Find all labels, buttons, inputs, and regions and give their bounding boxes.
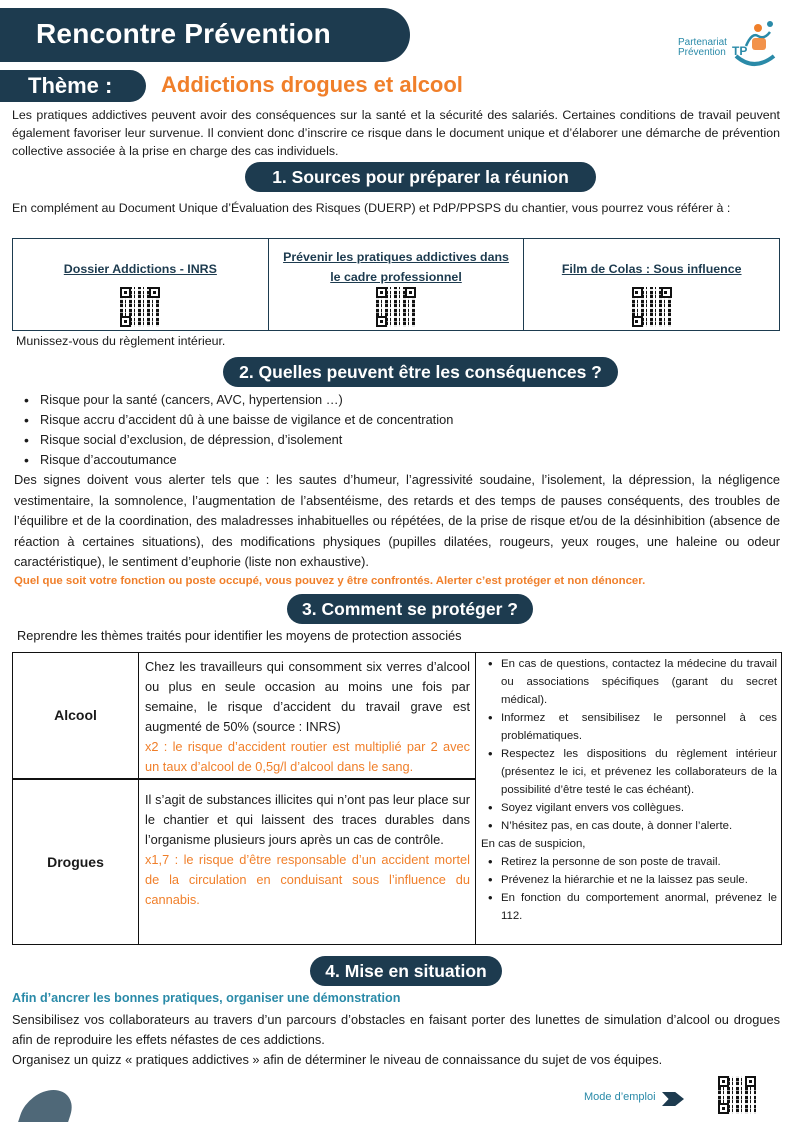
- section1-title: 1. Sources pour préparer la réunion: [245, 162, 596, 192]
- row-label-alcool: Alcool: [13, 653, 139, 778]
- section1-note: Munissez-vous du règlement intérieur.: [16, 334, 226, 348]
- intro-paragraph: Les pratiques addictives peuvent avoir des conséquences sur la santé et la sécurité des salariés. Certaines conditions de travail peuvent également favoriser leur survenue. Il convient donc d’inscrire ce risque dans le document unique et d’élaborer une démarche de prévention collective associée à la prise en charge des cas individuels.: [12, 108, 780, 158]
- demo-heading: Afin d’ancrer les bonnes pratiques, organiser une démonstration: [12, 991, 401, 1005]
- list-item: • Prévenez la hiérarchie et ne la laissez pas seule.: [481, 871, 777, 889]
- qr-code-icon[interactable]: [120, 287, 160, 327]
- row-label-drogues: Drogues: [13, 780, 139, 944]
- source-cell-inrs: [13, 239, 269, 330]
- section1-intro: En complément au Document Unique d’Évaluation des Risques (DUERP) et PdP/PPSPS du chantier, vous pourrez vous référer à :: [12, 201, 731, 215]
- advice-column: [477, 653, 781, 944]
- theme-label: Thème :: [28, 73, 113, 98]
- suspicion-list: [481, 853, 777, 925]
- source-cell-prevenir: [269, 239, 525, 330]
- section4-title: 4. Mise en situation: [310, 956, 502, 986]
- warning-signs-paragraph: Des signes doivent vous alerter tels que : les sautes d’humeur, l’agressivité soudaine, l’isolement, la dépression, la négligence vestimentaire, la somnolence, l’augmentation de l’absentéisme, des retards et des temps de pauses conséquents, des troubles de l’équilibre et de la coordination, des maladresses inhabituelles ou répétées, de la prise de risque et/ou de la désinhibition (absence de réaction à certaines situations), des modifications physiques (pupilles dilatées, rougeurs, yeux rouges, une haleine ou odeur caractéristique), le sentiment d’euphorie (liste non exhaustive).: [14, 472, 780, 569]
- demo-text-2: Organisez un quizz « pratiques addictives » afin de déterminer le niveau de connaissance du sujet de vos équipes.: [12, 1052, 663, 1067]
- row-desc-alcool: [140, 653, 476, 778]
- advice-list: [481, 655, 777, 835]
- partenariat-prevention-logo: [676, 16, 780, 74]
- list-item: • N’hésitez pas, en cas doute, à donner l’alerte.: [481, 817, 777, 835]
- alcool-highlight: x2 : le risque d’accident routier est multiplié par 2 avec un taux d’alcool de 0,5g/l d’alcool dans le sang.: [145, 739, 470, 774]
- sources-table: [12, 238, 780, 331]
- list-item: • Retirez la personne de son poste de travail.: [481, 853, 777, 871]
- footer-decoration: [16, 1090, 79, 1122]
- list-item: • Risque pour la santé (cancers, AVC, hypertension …): [22, 390, 453, 410]
- source-link-inrs[interactable]: Dossier Addictions - INRS: [63, 262, 217, 276]
- section2-title: 2. Quelles peuvent être les conséquences ?: [223, 357, 618, 387]
- title-banner: [0, 8, 410, 62]
- alert-note: Quel que soit votre fonction ou poste occupé, vous pouvez y être confrontés. Alerter c’est protéger et non dénoncer.: [14, 575, 646, 587]
- list-item: • Respectez les dispositions du règlement intérieur (présentez le ici, et prévenez les collaborateurs de la possibilité d’être testé le cas échéant).: [481, 745, 777, 799]
- theme-label-pill: [0, 70, 146, 102]
- section3-title: 3. Comment se protéger ?: [287, 594, 533, 624]
- drogues-text: Il s’agit de substances illicites qui n’ont pas leur place sur le chantier et qui laissent des traces durables dans l’organisme plusieurs jours après un cas de contrôle.: [145, 792, 470, 847]
- list-item: • Soyez vigilant envers vos collègues.: [481, 799, 777, 817]
- theme-title: Addictions drogues et alcool: [161, 72, 463, 97]
- mode-emploi-link[interactable]: Mode d’emploi: [584, 1091, 656, 1103]
- logo-line1: Partenariat: [678, 37, 727, 48]
- logo-line2: Prévention: [678, 47, 726, 58]
- logo-tp: TP: [732, 44, 748, 58]
- list-item: • Informez et sensibilisez le personnel à ces problématiques.: [481, 709, 777, 745]
- page-title: Rencontre Prévention: [36, 18, 331, 49]
- qr-code-icon[interactable]: [718, 1076, 756, 1114]
- protection-table: [12, 652, 782, 945]
- source-link-colas[interactable]: Film de Colas : Sous influence: [561, 262, 742, 276]
- qr-code-icon[interactable]: [376, 287, 416, 327]
- consequences-list: [22, 390, 453, 470]
- list-item: • Risque accru d’accident dû à une baisse de vigilance et de concentration: [22, 410, 453, 430]
- list-item: • En cas de questions, contactez la médecine du travail ou associations spécifiques (garant du secret médical).: [481, 655, 777, 709]
- source-cell-colas: [524, 239, 779, 330]
- suspicion-label: En cas de suspicion,: [481, 838, 586, 850]
- list-item: • En fonction du comportement anormal, prévenez le 112.: [481, 889, 777, 925]
- arrow-right-icon: [662, 1092, 684, 1106]
- source-link-prevenir[interactable]: Prévenir les pratiques addictives dans le cadre professionnel: [283, 250, 509, 284]
- list-item: • Risque social d’exclusion, de dépression, d’isolement: [22, 430, 453, 450]
- demo-text-1: Sensibilisez vos collaborateurs au travers d’un parcours d’obstacles en faisant porter des lunettes de simulation d’alcool ou drogues afin de reproduire les effets néfastes de ces addictions.: [12, 1012, 780, 1047]
- alcool-text: Chez les travailleurs qui consomment six verres d’alcool ou plus en seule occasion au moins une fois par semaine, le risque d’accident du travail grave est augmenté de 50% (source : INRS): [145, 659, 470, 734]
- list-item: • Risque d’accoutumance: [22, 450, 453, 470]
- section3-intro: Reprendre les thèmes traités pour identifier les moyens de protection associés: [17, 628, 462, 643]
- row-desc-drogues: [140, 780, 476, 944]
- drogues-highlight: x1,7 : le risque d’être responsable d’un accident mortel de la circulation en conduisant sous l’influence du cannabis.: [145, 852, 470, 907]
- qr-code-icon[interactable]: [632, 287, 672, 327]
